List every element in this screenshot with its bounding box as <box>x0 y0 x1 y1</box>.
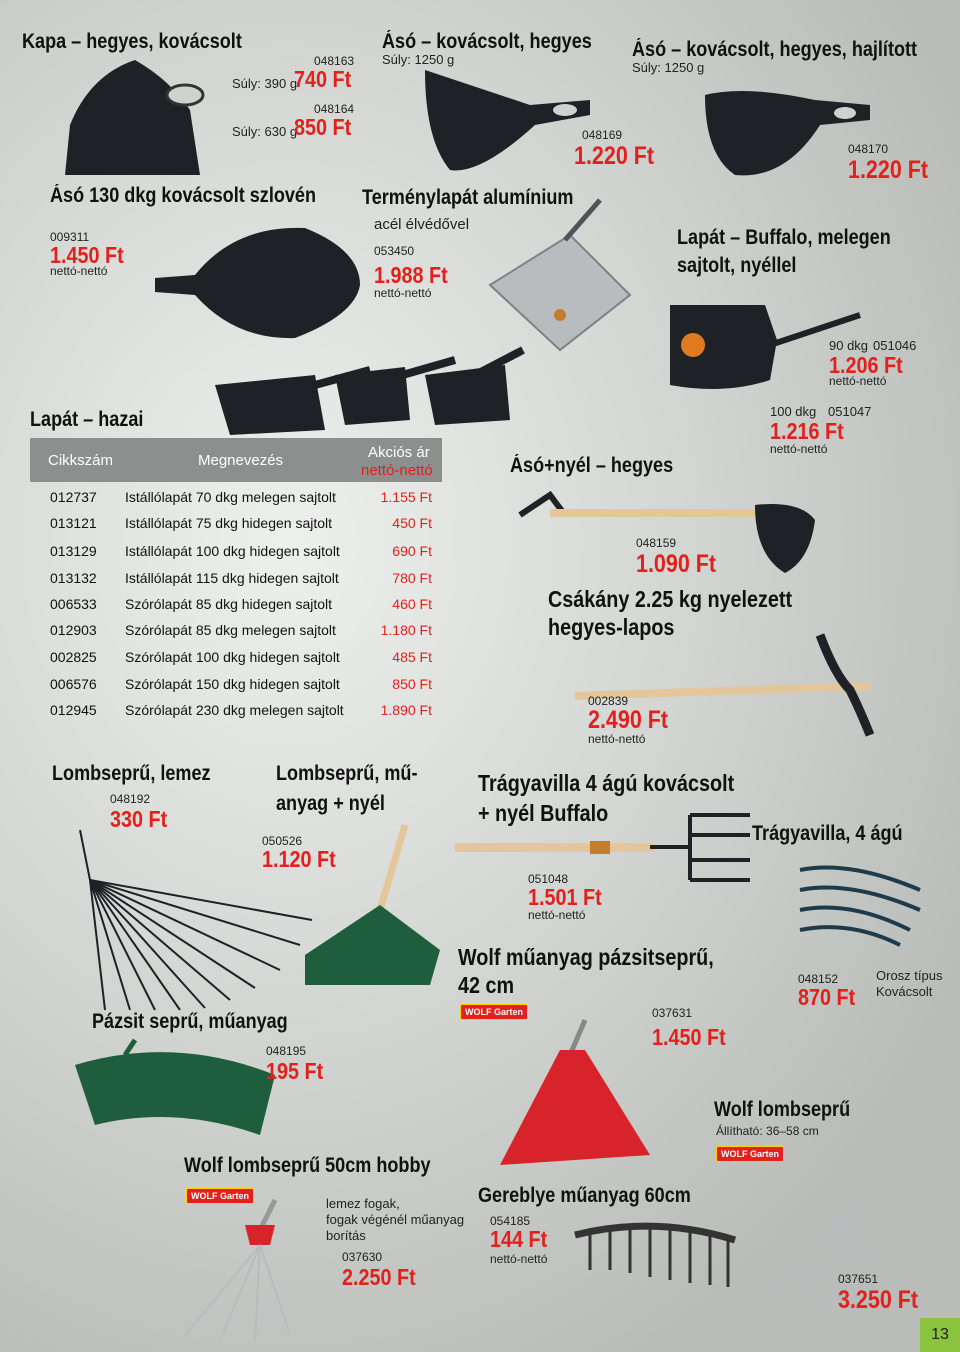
csakany-title-line1: Csákány 2.25 kg nyelezett <box>548 586 793 612</box>
table-row <box>50 702 432 722</box>
wolf-hobby-code: 037630 <box>342 1250 383 1264</box>
row-name: Szórólapát 150 dkg hidegen sajtolt <box>125 676 340 692</box>
page-number: 13 <box>920 1318 960 1352</box>
orosz-price: 870 Ft <box>798 984 856 1010</box>
buffalo-v2-note: nettó-nettó <box>770 442 828 456</box>
kapa-v2-code: 048164 <box>314 102 355 116</box>
kapa-v1-code: 048163 <box>314 54 355 68</box>
wolf-hobby-title: Wolf lombseprű 50cm hobby <box>184 1154 431 1177</box>
aso-kov-code: 048169 <box>582 128 623 142</box>
aso-hajl-price: 1.220 Ft <box>848 156 929 184</box>
aso-nyel-price: 1.090 Ft <box>636 550 717 578</box>
buffalo-v1-weight: 90 dkg <box>829 338 869 353</box>
buffalo-v1-code: 051046 <box>873 338 917 353</box>
termenylapat-code: 053450 <box>374 244 415 258</box>
wolf-hobby-desc-line3: borítás <box>326 1228 366 1243</box>
csakany-code: 002839 <box>588 694 629 708</box>
table-row <box>50 489 432 509</box>
row-code: 012737 <box>50 489 97 505</box>
table-row <box>50 570 432 590</box>
aso-hajl-code: 048170 <box>848 142 889 156</box>
tragyavilla-buffalo-fork-image <box>450 805 760 895</box>
aso-hajl-weight: Súly: 1250 g <box>632 60 705 75</box>
aso-kov-title: Ásó – kovácsolt, hegyes <box>382 30 592 53</box>
tragyavilla-buffalo-title-line1: Trágyavilla 4 ágú kovácsolt <box>478 770 735 796</box>
wolf-hobby-rake-image <box>175 1195 330 1345</box>
row-price: 780 Ft <box>392 570 432 586</box>
lombsepru-muanyag-title-line2: anyag + nyél <box>276 792 385 815</box>
lombsepru-muanyag-title-line1: Lombseprű, mű- <box>276 762 418 785</box>
kapa-v2-price: 850 Ft <box>294 114 352 140</box>
row-price: 1.180 Ft <box>380 622 432 638</box>
wolf-hobby-price: 2.250 Ft <box>342 1264 416 1290</box>
table-row <box>50 676 432 696</box>
row-price: 485 Ft <box>392 649 432 665</box>
buffalo-v1-price: 1.206 Ft <box>829 352 903 378</box>
csakany-note: nettó-nettó <box>588 732 646 746</box>
wolf-hobby-logo: WOLF Garten <box>186 1188 254 1204</box>
buffalo-v1-note: nettó-nettó <box>829 374 887 388</box>
termenylapat-subtitle: acél élvédővel <box>374 216 470 233</box>
gereblye-code: 054185 <box>490 1214 531 1228</box>
kapa-v1-price: 740 Ft <box>294 66 352 92</box>
row-name: Istállólapát 70 dkg melegen sajtolt <box>125 489 336 505</box>
wolf-pazsit-title-line1: Wolf műanyag pázsitseprű, <box>458 944 714 970</box>
termenylapat-note: nettó-nettó <box>374 286 432 300</box>
gereblye-note: nettó-nettó <box>490 1252 548 1266</box>
wolf-lomb-title: Wolf lombseprű <box>714 1098 851 1121</box>
buffalo-title-line1: Lapát – Buffalo, melegen <box>677 226 891 249</box>
termenylapat-title: Terménylapát alumínium <box>362 186 574 209</box>
wolf-pazsit-code: 037631 <box>652 1006 693 1020</box>
table-row <box>50 515 432 535</box>
aso-szloven-price: 1.450 Ft <box>50 242 124 268</box>
tragyavilla-fork-image <box>790 850 940 950</box>
buffalo-v2-code: 051047 <box>828 404 872 419</box>
row-price: 450 Ft <box>392 515 432 531</box>
lombsepru-muanyag-code: 050526 <box>262 834 303 848</box>
row-name: Szórólapát 85 dkg melegen sajtolt <box>125 622 336 638</box>
wolf-pazsit-rake-image <box>490 1015 660 1175</box>
wolf-lomb-price: 3.250 Ft <box>838 1286 919 1314</box>
pazsit-sepru-code: 048195 <box>266 1044 307 1058</box>
aso-nyel-title: Ásó+nyél – hegyes <box>510 454 674 477</box>
row-code: 006576 <box>50 676 97 692</box>
row-price: 1.890 Ft <box>380 702 432 718</box>
lapat-hazai-shovels-image <box>205 345 525 435</box>
row-name: Szórólapát 100 dkg hidegen sajtolt <box>125 649 340 665</box>
aso-szloven-title: Ásó 130 dkg kovácsolt szlovén <box>50 184 316 207</box>
aso-szloven-code: 009311 <box>50 230 90 244</box>
wolf-hobby-desc-line1: lemez fogak, <box>326 1196 400 1211</box>
orosz-label-line2: Kovácsolt <box>876 984 933 999</box>
table-row <box>50 649 432 669</box>
row-name: Istállólapát 115 dkg hidegen sajtolt <box>125 570 339 586</box>
row-code: 012903 <box>50 622 97 638</box>
aso-kov-spade-image <box>420 60 595 180</box>
pazsit-sepru-title: Pázsit seprű, műanyag <box>92 1010 288 1033</box>
lombsepru-lemez-title: Lombseprű, lemez <box>52 762 211 785</box>
wolf-lomb-code: 037651 <box>838 1272 879 1286</box>
aso-szloven-spade-image <box>155 220 365 345</box>
header-price-line2: nettó-nettó <box>361 462 433 479</box>
row-code: 006533 <box>50 596 97 612</box>
csakany-title-line2: hegyes-lapos <box>548 614 675 640</box>
row-code: 002825 <box>50 649 97 665</box>
buffalo-v2-price: 1.216 Ft <box>770 418 844 444</box>
tragyavilla-title: Trágyavilla, 4 ágú <box>752 822 903 845</box>
pazsit-sepru-rake-image <box>65 1035 285 1145</box>
row-code: 013121 <box>50 515 97 531</box>
kapa-hoe-image <box>60 55 210 180</box>
table-row <box>50 622 432 642</box>
buffalo-title-line2: sajtolt, nyéllel <box>677 254 797 277</box>
row-name: Istállólapát 75 dkg hidegen sajtolt <box>125 515 333 531</box>
tragyavilla-buffalo-code: 051048 <box>528 872 569 886</box>
lombsepru-muanyag-price: 1.120 Ft <box>262 846 336 872</box>
row-name: Szórólapát 85 dkg hidegen sajtolt <box>125 596 333 612</box>
tragyavilla-buffalo-title-line2: + nyél Buffalo <box>478 800 609 826</box>
row-name: Istállólapát 100 dkg hidegen sajtolt <box>125 543 340 559</box>
kapa-v2-weight: Súly: 630 g <box>232 124 298 139</box>
orosz-code: 048152 <box>798 972 839 986</box>
header-price-line1: Akciós ár <box>368 444 430 461</box>
wolf-hobby-desc-line2: fogak végénél műanyag <box>326 1212 465 1227</box>
row-name: Szórólapát 230 dkg melegen sajtolt <box>125 702 344 718</box>
tragyavilla-buffalo-price: 1.501 Ft <box>528 884 602 910</box>
pazsit-sepru-price: 195 Ft <box>266 1058 324 1084</box>
header-name: Megnevezés <box>198 452 284 469</box>
aso-nyel-code: 048159 <box>636 536 677 550</box>
gereblye-title: Gereblye műanyag 60cm <box>478 1184 691 1207</box>
table-row <box>50 543 432 563</box>
lombsepru-muanyag-rake-image <box>290 820 450 1000</box>
kapa-title: Kapa – hegyes, kovácsolt <box>22 30 242 53</box>
row-code: 012945 <box>50 702 97 718</box>
aso-kov-price: 1.220 Ft <box>574 142 655 170</box>
wolf-pazsit-title-line2: 42 cm <box>458 972 515 998</box>
buffalo-v2-weight: 100 dkg <box>770 404 817 419</box>
lombsepru-lemez-price: 330 Ft <box>110 806 168 832</box>
orosz-label-line1: Orosz típus <box>876 968 943 983</box>
header-code: Cikkszám <box>48 452 114 469</box>
wolf-pazsit-logo: WOLF Garten <box>460 1004 528 1020</box>
tragyavilla-buffalo-note: nettó-nettó <box>528 908 586 922</box>
lombsepru-lemez-code: 048192 <box>110 792 151 806</box>
aso-kov-weight: Súly: 1250 g <box>382 52 455 67</box>
row-price: 460 Ft <box>392 596 432 612</box>
kapa-v1-weight: Súly: 390 g <box>232 76 298 91</box>
table-row <box>50 596 432 616</box>
row-price: 1.155 Ft <box>380 489 432 505</box>
wolf-pazsit-price: 1.450 Ft <box>652 1024 726 1050</box>
row-price: 850 Ft <box>392 676 432 692</box>
termenylapat-shovel-image <box>480 195 635 355</box>
wolf-lomb-subtitle: Állítható: 36–58 cm <box>716 1124 819 1138</box>
aso-szloven-note: nettó-nettó <box>50 264 108 278</box>
row-code: 013132 <box>50 570 97 586</box>
table-header <box>30 438 442 482</box>
gereblye-rake-image <box>570 1215 740 1295</box>
wolf-lomb-logo: WOLF Garten <box>716 1146 784 1162</box>
termenylapat-price: 1.988 Ft <box>374 262 448 288</box>
table-title: Lapát – hazai <box>30 408 144 431</box>
aso-hajl-title: Ásó – kovácsolt, hegyes, hajlított <box>632 38 918 61</box>
row-code: 013129 <box>50 543 97 559</box>
gereblye-price: 144 Ft <box>490 1226 548 1252</box>
csakany-price: 2.490 Ft <box>588 706 669 734</box>
row-price: 690 Ft <box>392 543 432 559</box>
